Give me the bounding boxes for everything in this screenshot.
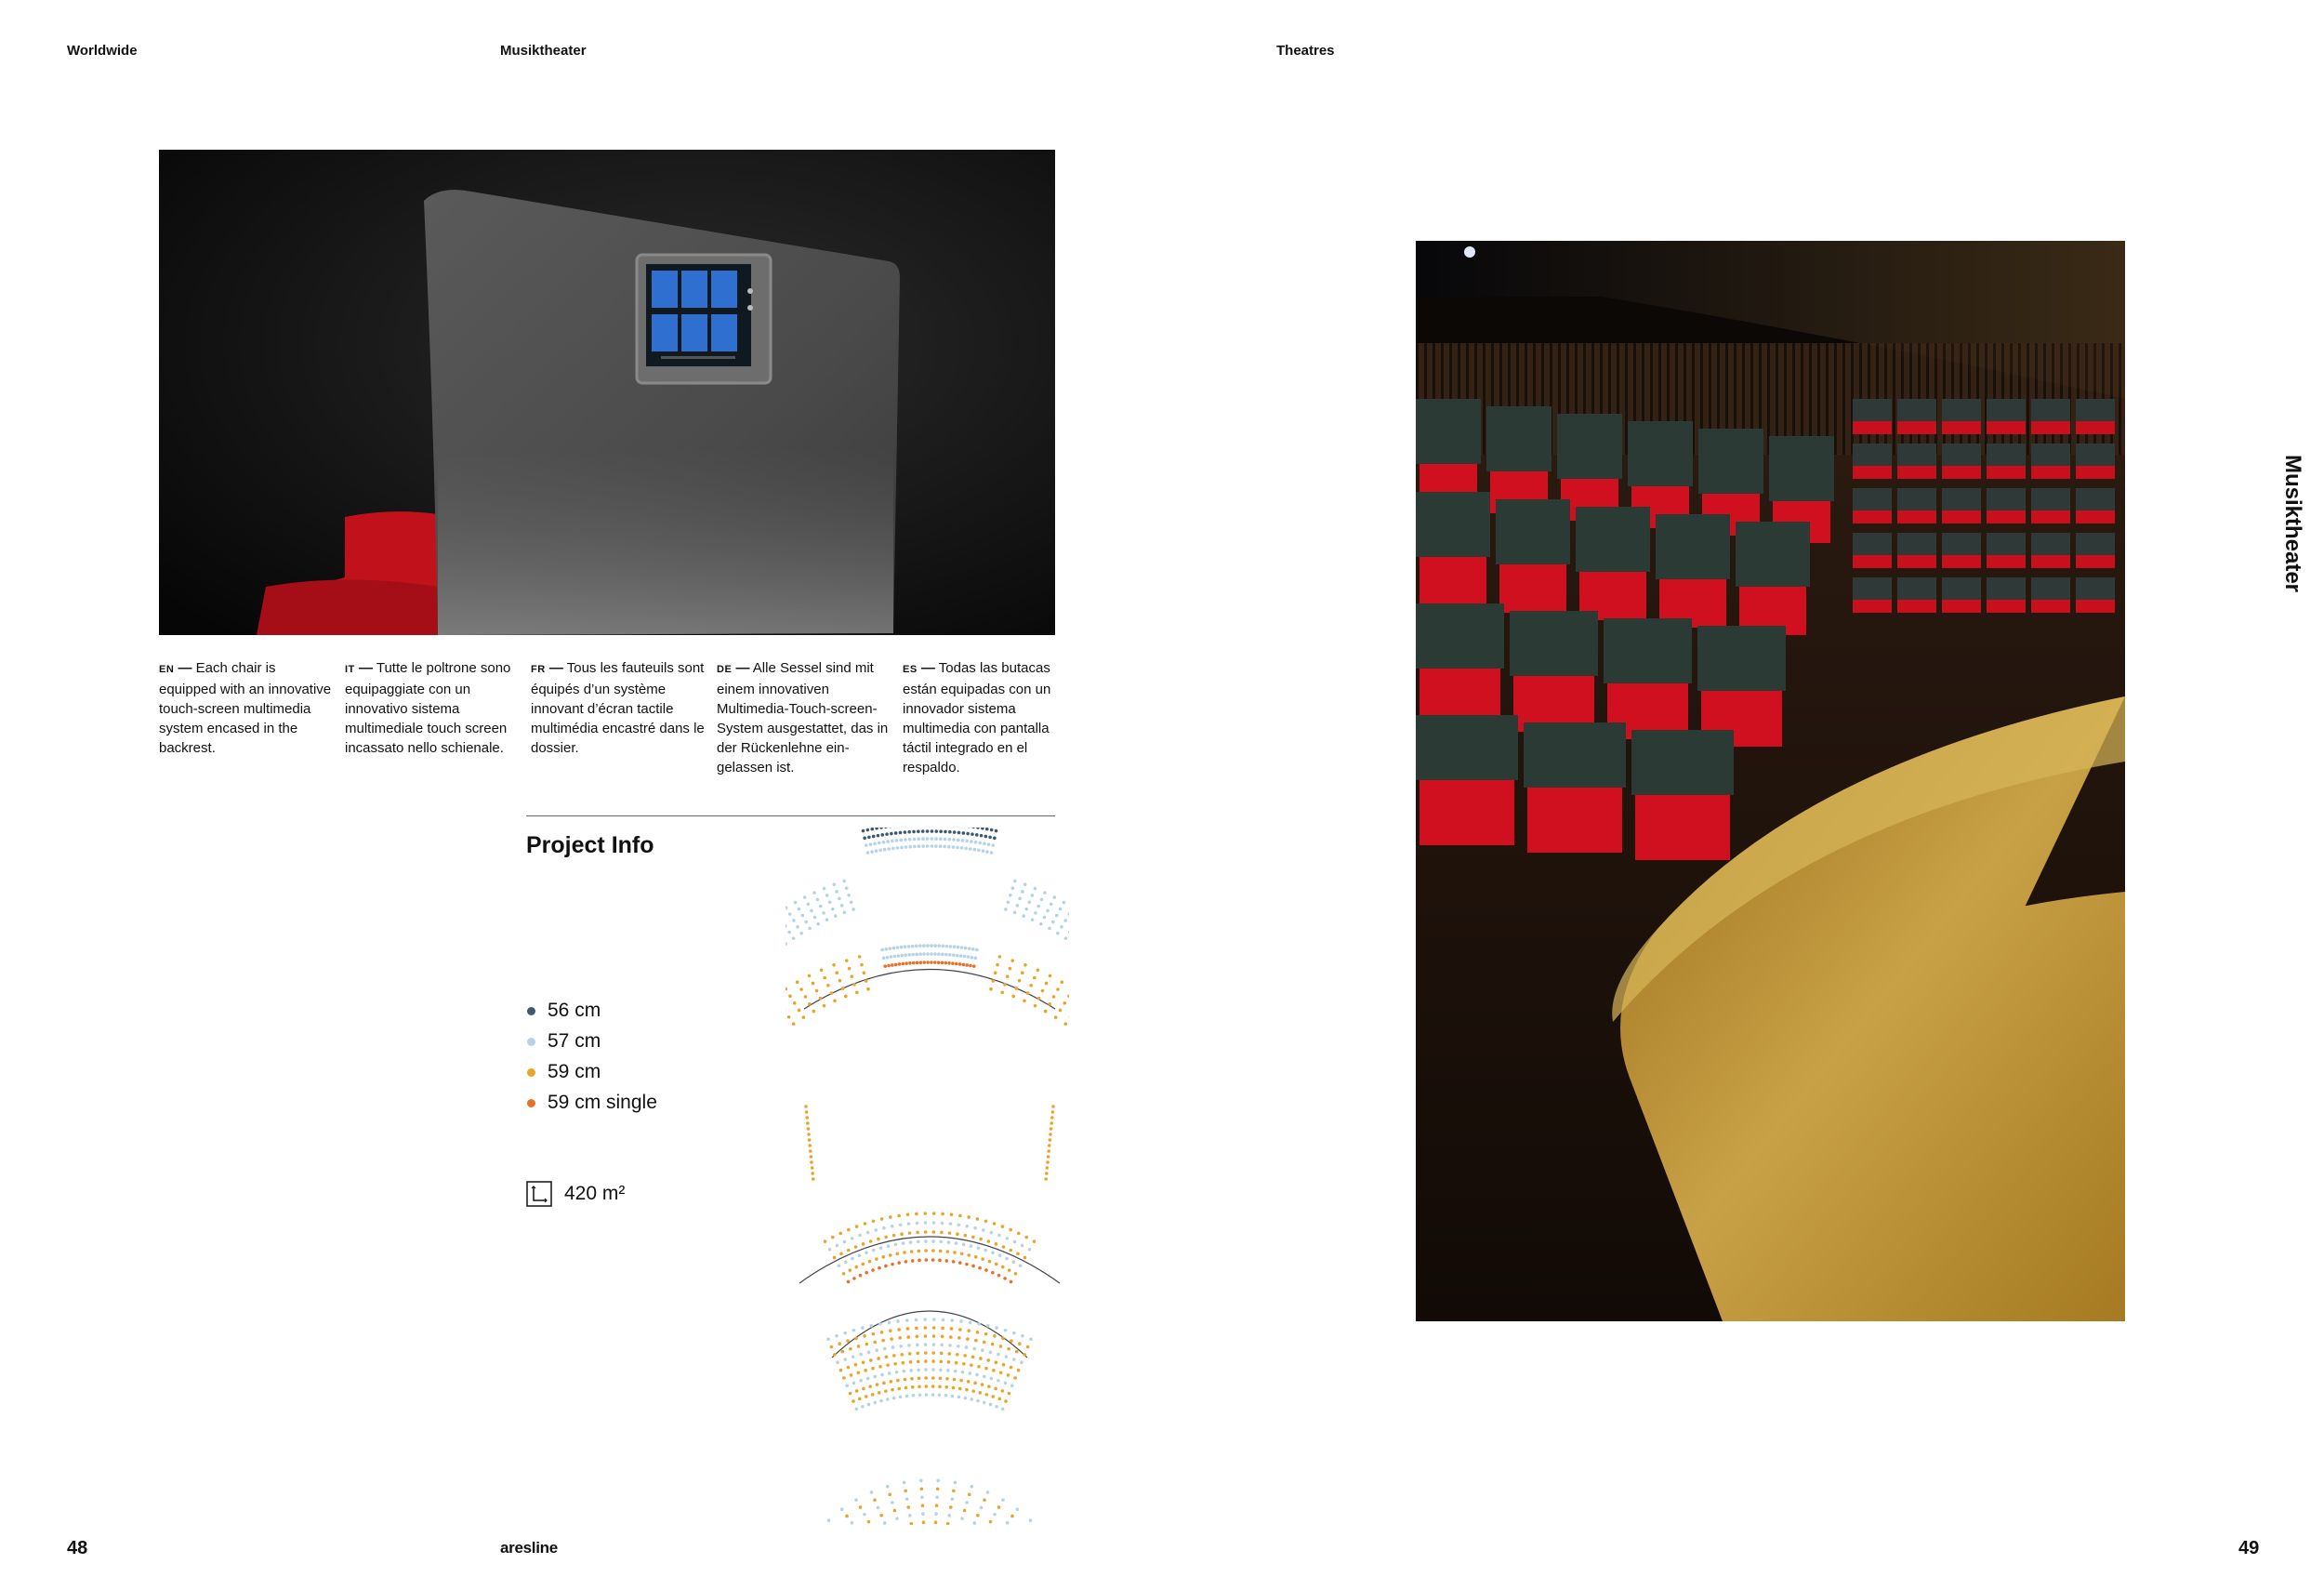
category-label: Theatres (1276, 43, 1335, 59)
auditorium-photo (1416, 241, 2125, 1321)
legend-item (526, 1059, 601, 1085)
caption-en: EN — Each chair is equipped with an innovative touch-screen multimedia system encased in the backrest. (159, 660, 332, 756)
legend-swatch (527, 1068, 535, 1077)
legend-swatch (527, 1099, 535, 1107)
caption-es: ES — Todas las butacas están equipadas con un innovador sistema multimedia con pantalla táctil integrado en el respaldo. (903, 660, 1051, 775)
legend-label: 59 cm single (548, 1092, 657, 1113)
page-number-left: 48 (67, 1538, 88, 1558)
section-label: Worldwide (67, 43, 138, 59)
caption-lang: DE (717, 664, 733, 675)
legend-label: 59 cm (548, 1061, 601, 1082)
legend-item (526, 1090, 657, 1116)
legend-swatch (527, 1007, 535, 1015)
caption-fr: FR — Tous les fauteuils sont équipés d’un système innovant d’écran tactile multimédia encastré dans le dossier. (531, 660, 705, 756)
legend-item (526, 998, 601, 1024)
caption-text: Todas las butacas están equipadas con un innovador sistema multimedia con pantalla táctil integrado en el respaldo. (903, 660, 1051, 775)
vertical-label-text: Musiktheater (2280, 454, 2305, 593)
divider (526, 815, 1055, 816)
vertical-section-label (2274, 444, 2311, 603)
seating-plans (786, 828, 1069, 1525)
caption-lang: EN (159, 664, 175, 675)
caption-text: Each chair is equipped with an innovative touch-screen multimedia system encased in the backrest. (159, 660, 332, 756)
project-info-title: Project Info (526, 832, 654, 858)
caption-it: IT — Tutte le poltrone sono equipaggiate con un innovativo sistema multimediale touch screen incassato nello schienale. (345, 660, 511, 756)
project-label: Musiktheater (500, 43, 587, 59)
caption-lang: FR (531, 664, 546, 675)
area-info (526, 1181, 625, 1207)
page-number-right: 49 (2238, 1538, 2260, 1558)
legend-label: 56 cm (548, 1000, 601, 1021)
area-value: 420 m² (564, 1183, 626, 1204)
caption-de: DE — Alle Sessel sind mit einem innovativen Multimedia-Touch-screen-System ausgestattet, das in der Rückenlehne ein-gelassen ist. (717, 660, 889, 775)
caption-text: Alle Sessel sind mit einem innovativen Multimedia-Touch-screen-System ausgestattet, das in der Rückenlehne ein-gelassen ist. (717, 660, 889, 775)
caption-lang: ES (903, 664, 918, 675)
caption-lang: IT (345, 664, 355, 675)
legend-swatch (527, 1038, 535, 1046)
legend-item (526, 1028, 601, 1054)
caption-text: Tutte le poltrone sono equipaggiate con un innovativo sistema multimediale touch screen incassato nello schienale. (345, 660, 511, 756)
brand-logo: aresline (500, 1539, 558, 1557)
legend-label: 57 cm (548, 1030, 601, 1052)
floor-area-icon (526, 1181, 552, 1207)
chair-touchscreen-photo (159, 150, 1055, 635)
caption-text: Tous les fauteuils sont équipés d’un système innovant d’écran tactile multimédia encastré dans le dossier. (531, 660, 705, 756)
